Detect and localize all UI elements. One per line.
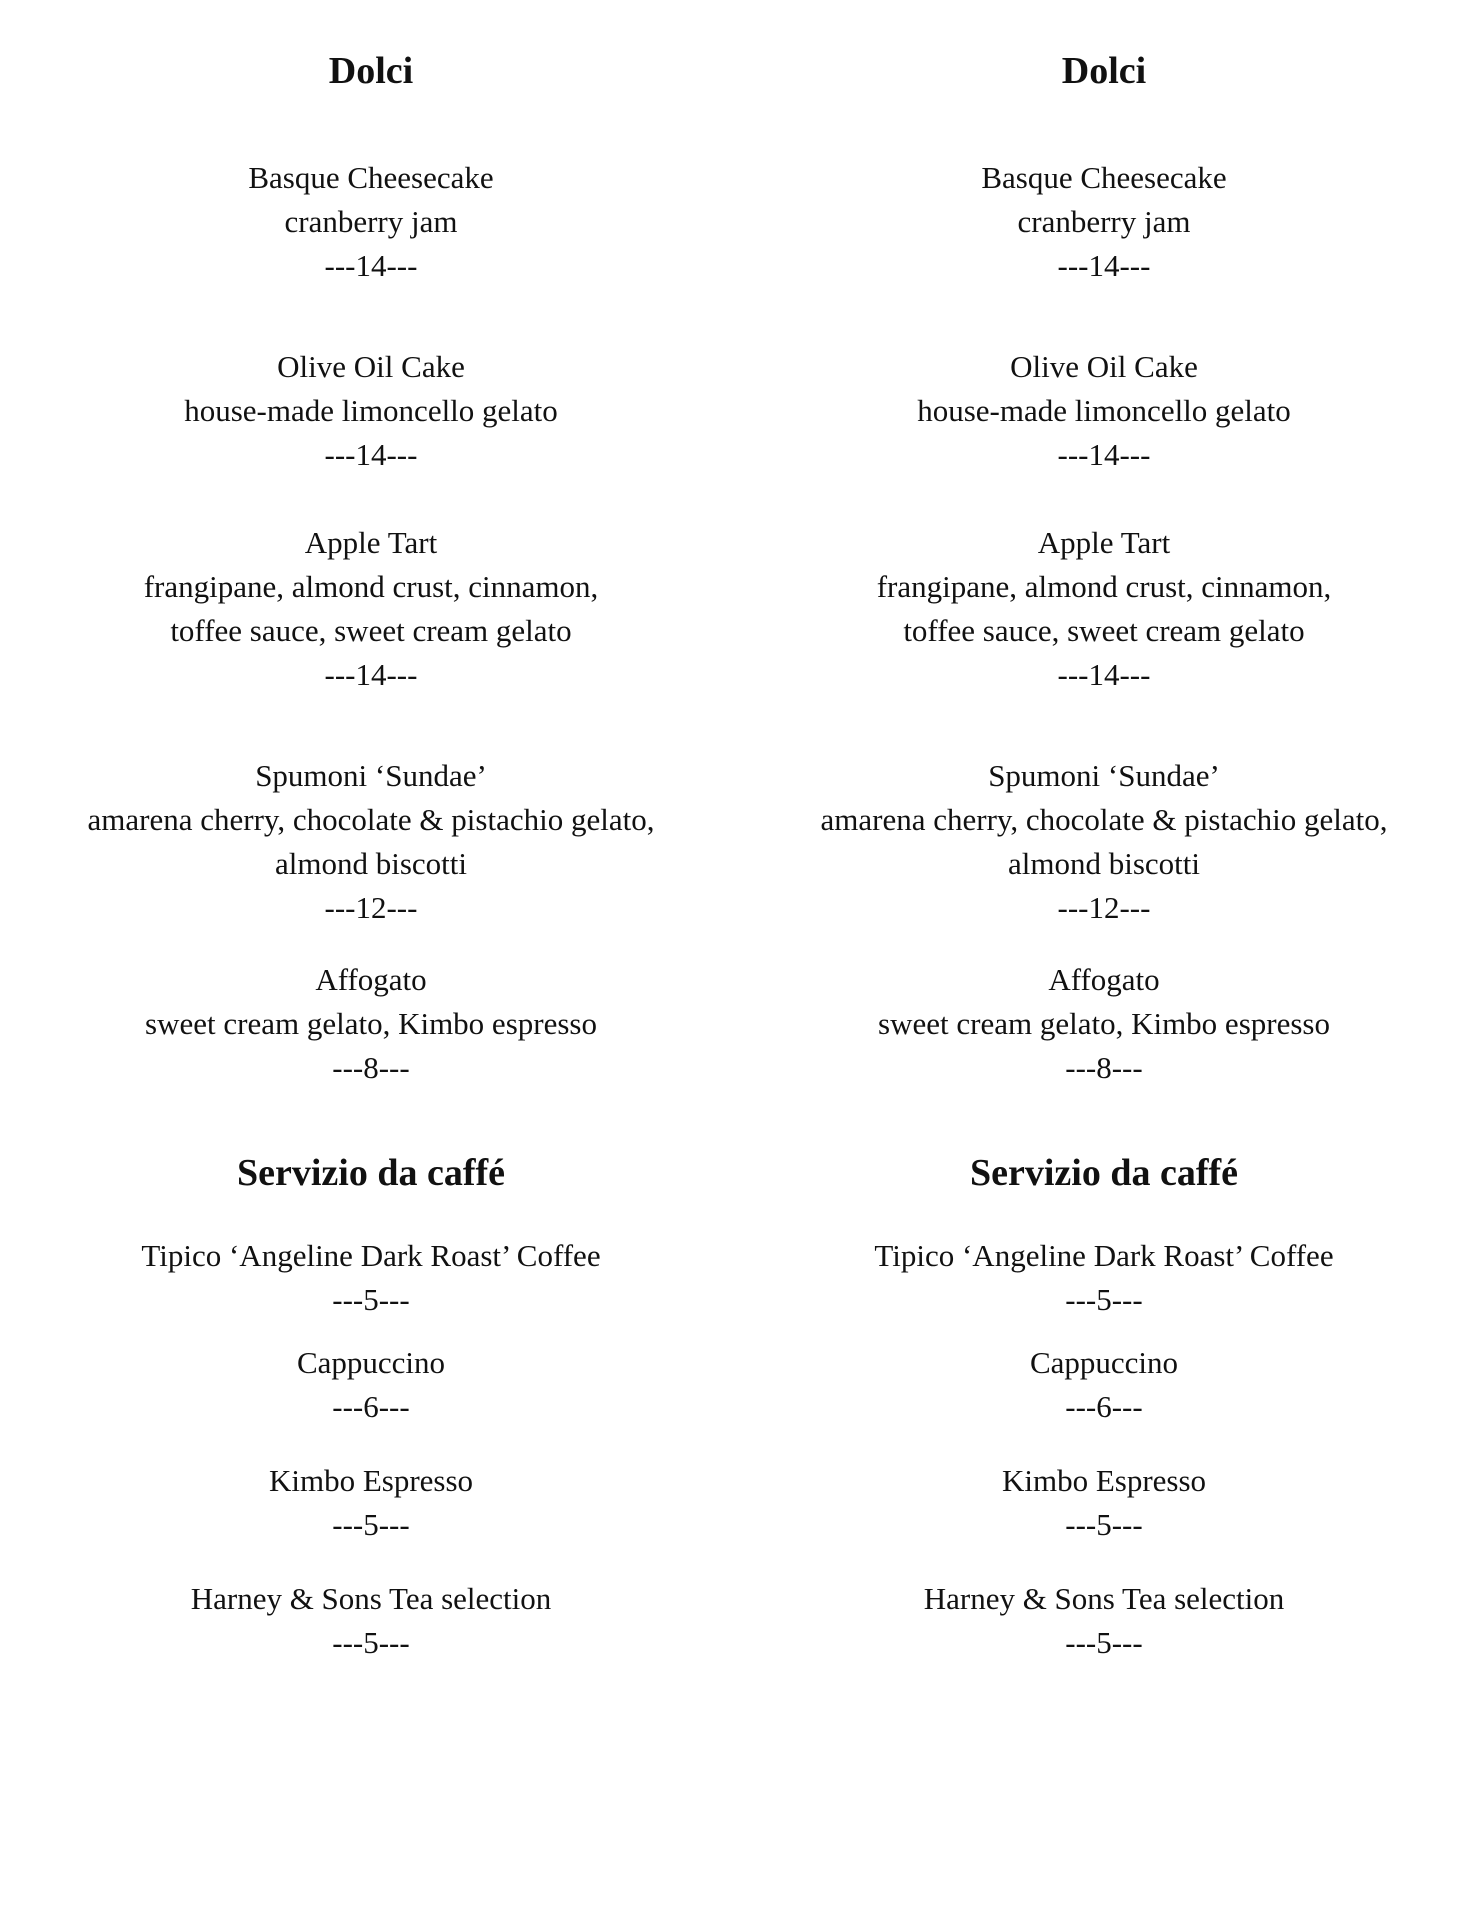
- item-name: Olive Oil Cake: [1010, 349, 1198, 384]
- caffe-heading: Servizio da caffé: [236, 1152, 506, 1194]
- item-description: cranberry jam: [1017, 204, 1191, 239]
- menu-column-right: [733, 0, 1475, 1920]
- item-price: ---12---: [1057, 890, 1151, 925]
- caffe-item-name: Harney & Sons Tea selection: [190, 1581, 552, 1616]
- caffe-heading: Servizio da caffé: [969, 1152, 1239, 1194]
- item-price: ---14---: [324, 248, 418, 283]
- item-price: ---14---: [324, 437, 418, 472]
- item-description: amarena cherry, chocolate & pistachio gelato,: [820, 802, 1388, 837]
- caffe-item-name: Tipico ‘Angeline Dark Roast’ Coffee: [874, 1238, 1334, 1273]
- item-description: amarena cherry, chocolate & pistachio gelato,: [87, 802, 655, 837]
- item-description: frangipane, almond crust, cinnamon,: [876, 569, 1332, 604]
- caffe-item-price: ---5---: [332, 1507, 410, 1542]
- caffe-item-price: ---5---: [332, 1282, 410, 1317]
- item-name: Apple Tart: [304, 525, 438, 560]
- item-description: toffee sauce, sweet cream gelato: [903, 613, 1305, 648]
- item-description: cranberry jam: [284, 204, 458, 239]
- caffe-item-price: ---5---: [1065, 1625, 1143, 1660]
- item-price: ---14---: [1057, 248, 1151, 283]
- caffe-item-name: Cappuccino: [1029, 1345, 1179, 1380]
- item-description: house-made limoncello gelato: [184, 393, 558, 428]
- caffe-item-price: ---6---: [332, 1389, 410, 1424]
- caffe-item-price: ---5---: [332, 1625, 410, 1660]
- item-price: ---14---: [1057, 657, 1151, 692]
- item-name: Olive Oil Cake: [277, 349, 465, 384]
- item-name: Basque Cheesecake: [248, 160, 494, 195]
- dolci-heading: Dolci: [328, 50, 414, 92]
- caffe-item-price: ---6---: [1065, 1389, 1143, 1424]
- caffe-item-price: ---5---: [1065, 1507, 1143, 1542]
- item-description: sweet cream gelato, Kimbo espresso: [145, 1006, 597, 1041]
- caffe-item-name: Kimbo Espresso: [268, 1463, 474, 1498]
- item-name: Affogato: [1048, 962, 1160, 997]
- item-description: almond biscotti: [274, 846, 467, 881]
- item-description: sweet cream gelato, Kimbo espresso: [878, 1006, 1330, 1041]
- item-name: Apple Tart: [1037, 525, 1171, 560]
- item-price: ---8---: [332, 1050, 410, 1085]
- item-description: toffee sauce, sweet cream gelato: [170, 613, 572, 648]
- item-name: Spumoni ‘Sundae’: [255, 758, 487, 793]
- item-price: ---12---: [324, 890, 418, 925]
- item-name: Basque Cheesecake: [981, 160, 1227, 195]
- caffe-item-name: Kimbo Espresso: [1001, 1463, 1207, 1498]
- item-price: ---8---: [1065, 1050, 1143, 1085]
- dolci-heading: Dolci: [1061, 50, 1147, 92]
- item-description: frangipane, almond crust, cinnamon,: [143, 569, 599, 604]
- item-name: Affogato: [315, 962, 427, 997]
- item-price: ---14---: [324, 657, 418, 692]
- item-description: house-made limoncello gelato: [917, 393, 1291, 428]
- item-name: Spumoni ‘Sundae’: [988, 758, 1220, 793]
- caffe-item-name: Harney & Sons Tea selection: [923, 1581, 1285, 1616]
- caffe-item-price: ---5---: [1065, 1282, 1143, 1317]
- item-price: ---14---: [1057, 437, 1151, 472]
- caffe-item-name: Cappuccino: [296, 1345, 446, 1380]
- item-description: almond biscotti: [1007, 846, 1200, 881]
- caffe-item-name: Tipico ‘Angeline Dark Roast’ Coffee: [141, 1238, 601, 1273]
